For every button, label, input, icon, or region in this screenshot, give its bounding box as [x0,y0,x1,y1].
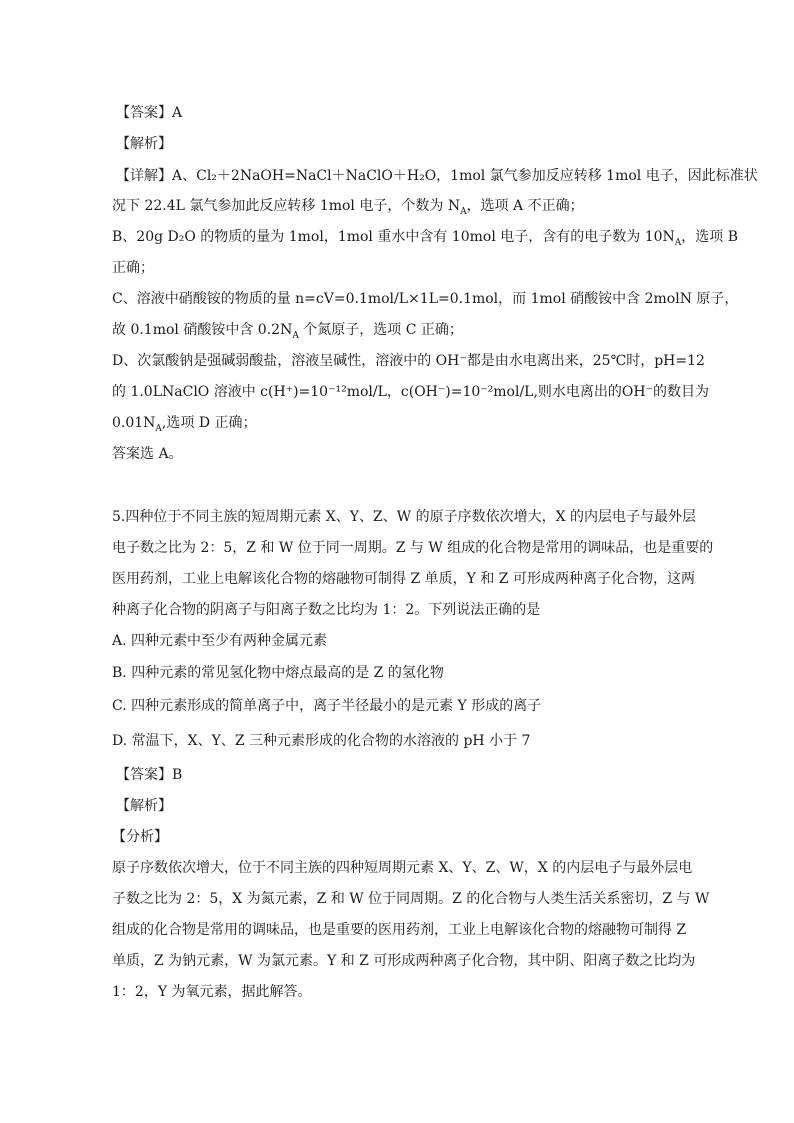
q4-detail-line-3: B、20g D₂O 的物质的量为 1mol，1mol 重水中含有 10mol 电子，含有的电子数为 $10N_A$，选项 B [112,229,739,248]
q5-stem-line-1: 5.四种位于不同主族的短周期元素 X、Y、Z、W 的原子序数依次增大，X 的内层电子与最外层 [112,509,696,525]
q4-detail-line-6: 故 0.1mol 硝酸铵中含 $0.2N_A$ 个氮原子，选项 C 正确； [112,322,463,341]
q4-detail-line-1: 【详解】A、Cl₂＋2NaOH=NaCl＋NaClO＋H₂O，1mol 氯气参加反应转移 1mol 电子，因此标准状 [116,168,758,184]
q5-answer: 【答案】B [116,767,183,783]
q4-detail-line-9: $0.01N_A$,选项 D 正确； [112,415,257,434]
q4-conclusion: 答案选 A。 [112,446,183,462]
q5-analysis-line-3: 组成的化合物是常用的调味品，也是重要的医用药剂，工业上电解该化合物的熔融物可制得 Z [112,922,687,938]
q5-stem-line-4: 种离子化合物的阴离子与阳离子数之比均为 1：2。下列说法正确的是 [112,602,541,618]
q5-stem-line-3: 医用药剂，工业上电解该化合物的熔融物可制得 Z 单质，Y 和 Z 可形成两种离子化合物，这两 [112,571,695,587]
q4-detail-line-7: D、次氯酸钠是强碱弱酸盐，溶液呈碱性，溶液中的 OH⁻都是由水电离出来，25℃时，pH=12 [112,353,705,369]
q5-analysis-line-2: 子数之比为 2：5，X 为氮元素，Z 和 W 位于同周期。Z 的化合物与人类生活关系密切，Z 与 W [112,891,710,907]
q5-analysis-line-4: 单质，Z 为钠元素，W 为氯元素。Y 和 Z 可形成两种离子化合物，其中阴、阳离子数之比均为 [112,953,696,969]
q4-analysis-heading: 【解析】 [116,136,172,152]
q5-analysis-heading: 【解析】 [116,798,172,814]
q4-detail-line-5: C、溶液中硝酸铵的物质的量 n=cV=0.1mol/L×1L=0.1mol，而 1mol 硝酸铵中含 2molN 原子， [112,291,739,307]
q4-detail-line-4: 正确； [112,260,154,276]
q5-option-d: D. 常温下，X、Y、Z 三种元素形成的化合物的水溶液的 pH 小于 7 [112,733,531,749]
q4-answer: 【答案】A [116,105,183,121]
q4-detail-line-2: 况下 22.4L 氯气参加此反应转移 1mol 电子，个数为 $N_A$，选项 A 不正确； [112,198,584,217]
q5-stem-line-2: 电子数之比为 2：5，Z 和 W 位于同一周期。Z 与 W 组成的化合物是常用的调味品，也是重要的 [112,540,714,556]
q5-option-a: A. 四种元素中至少有两种金属元素 [112,633,328,649]
q5-option-b: B. 四种元素的常见氢化物中熔点最高的是 Z 的氢化物 [112,665,444,681]
q5-analysis-line-5: 1：2，Y 为氧元素，据此解答。 [112,984,312,1000]
q5-option-c: C. 四种元素形成的简单离子中，离子半径最小的是元素 Y 形成的离子 [112,698,542,714]
q5-analysis-subheading: 【分析】 [112,829,168,845]
q5-analysis-line-1: 原子序数依次增大，位于不同主族的四种短周期元素 X、Y、Z、W，X 的内层电子与最外层电 [112,860,693,876]
q4-detail-line-8: 的 1.0LNaClO 溶液中 c(H⁺)=10⁻¹²mol/L，c(OH⁻)=10⁻²mol/L,则水电离出的OH⁻的数目为 [112,384,710,400]
